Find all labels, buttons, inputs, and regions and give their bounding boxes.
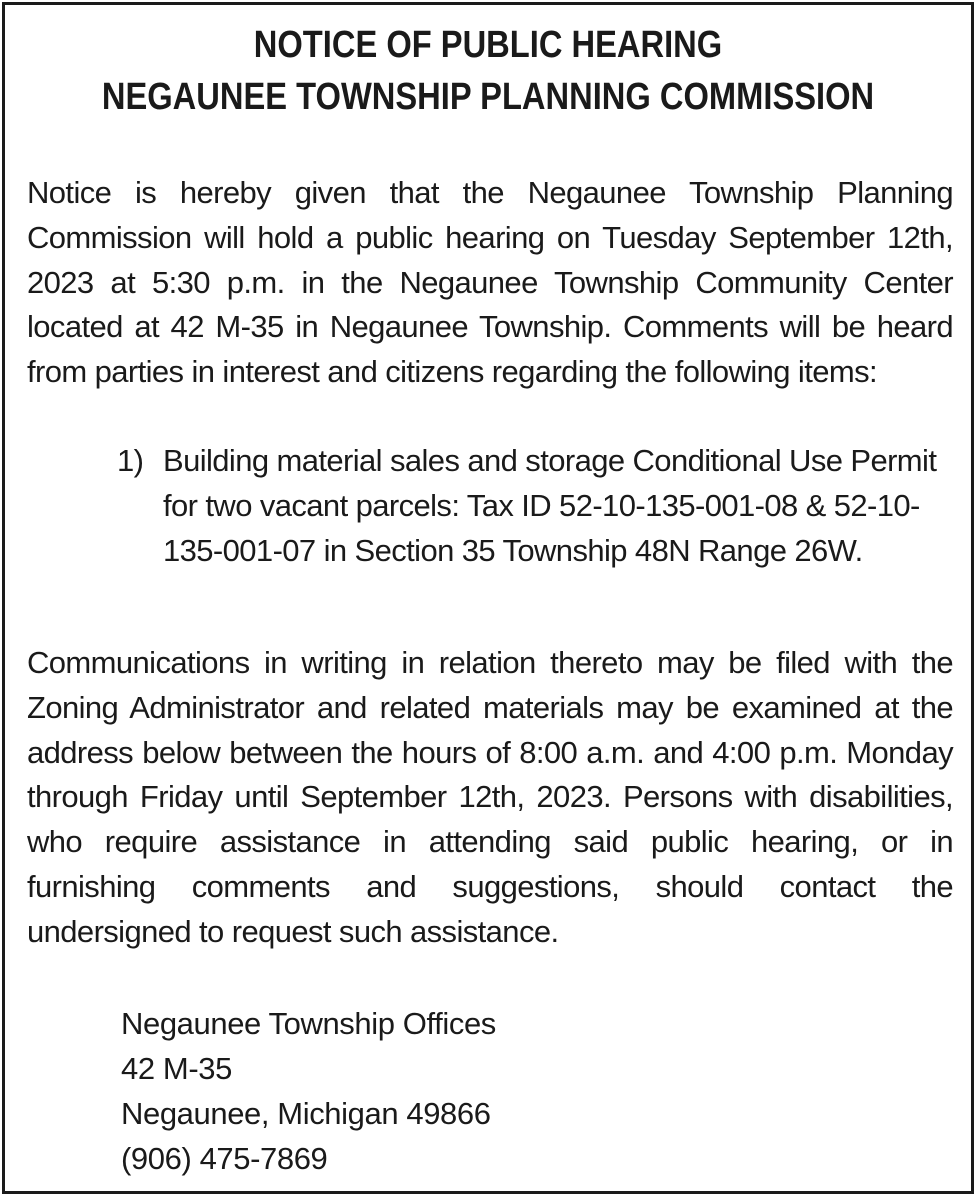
- address-name: Negaunee Township Offices: [121, 1006, 496, 1041]
- notice-title: [5, 19, 971, 123]
- title-line-2: NEGAUNEE TOWNSHIP PLANNING COMMISSION: [101, 76, 875, 118]
- address-street: 42 M-35: [121, 1051, 232, 1086]
- title-line-1: NOTICE OF PUBLIC HEARING: [253, 24, 723, 66]
- address-phone: (906) 475-7869: [121, 1141, 328, 1176]
- intro-paragraph: Notice is hereby given that the Negaunee Township Planning Commission will hold a public hearing on Tuesday September 12th, 2023 at 5:30 p.m. in the Negaunee Township Community Center located at 42 M-35 in Negaunee Township. Comments will be heard from parties in interest and citizens regarding the following items:: [27, 175, 953, 390]
- communications-paragraph: Communications in writing in relation thereto may be filed with the Zoning Administrator and related materials may be examined at the address below between the hours of 8:00 a.m. and 4:00 p.m. Monday through Friday until September 12th, 2023. Persons with disabilities, who require assistance in attending said public hearing, or in furnishing comments and suggestions, should contact the undersigned to request such assistance.: [27, 645, 953, 949]
- public-notice: [2, 2, 974, 1194]
- contact-address: [121, 1001, 496, 1181]
- list-item-number: 1): [117, 443, 144, 478]
- list-item-text: Building material sales and storage Conditional Use Permit for two vacant parcels: Tax ID 52-10-135-001-08 & 52-10-135-001-07 in Section 35 Township 48N Range 26W.: [163, 443, 937, 568]
- list-item: [117, 439, 937, 573]
- address-city: Negaunee, Michigan 49866: [121, 1096, 491, 1131]
